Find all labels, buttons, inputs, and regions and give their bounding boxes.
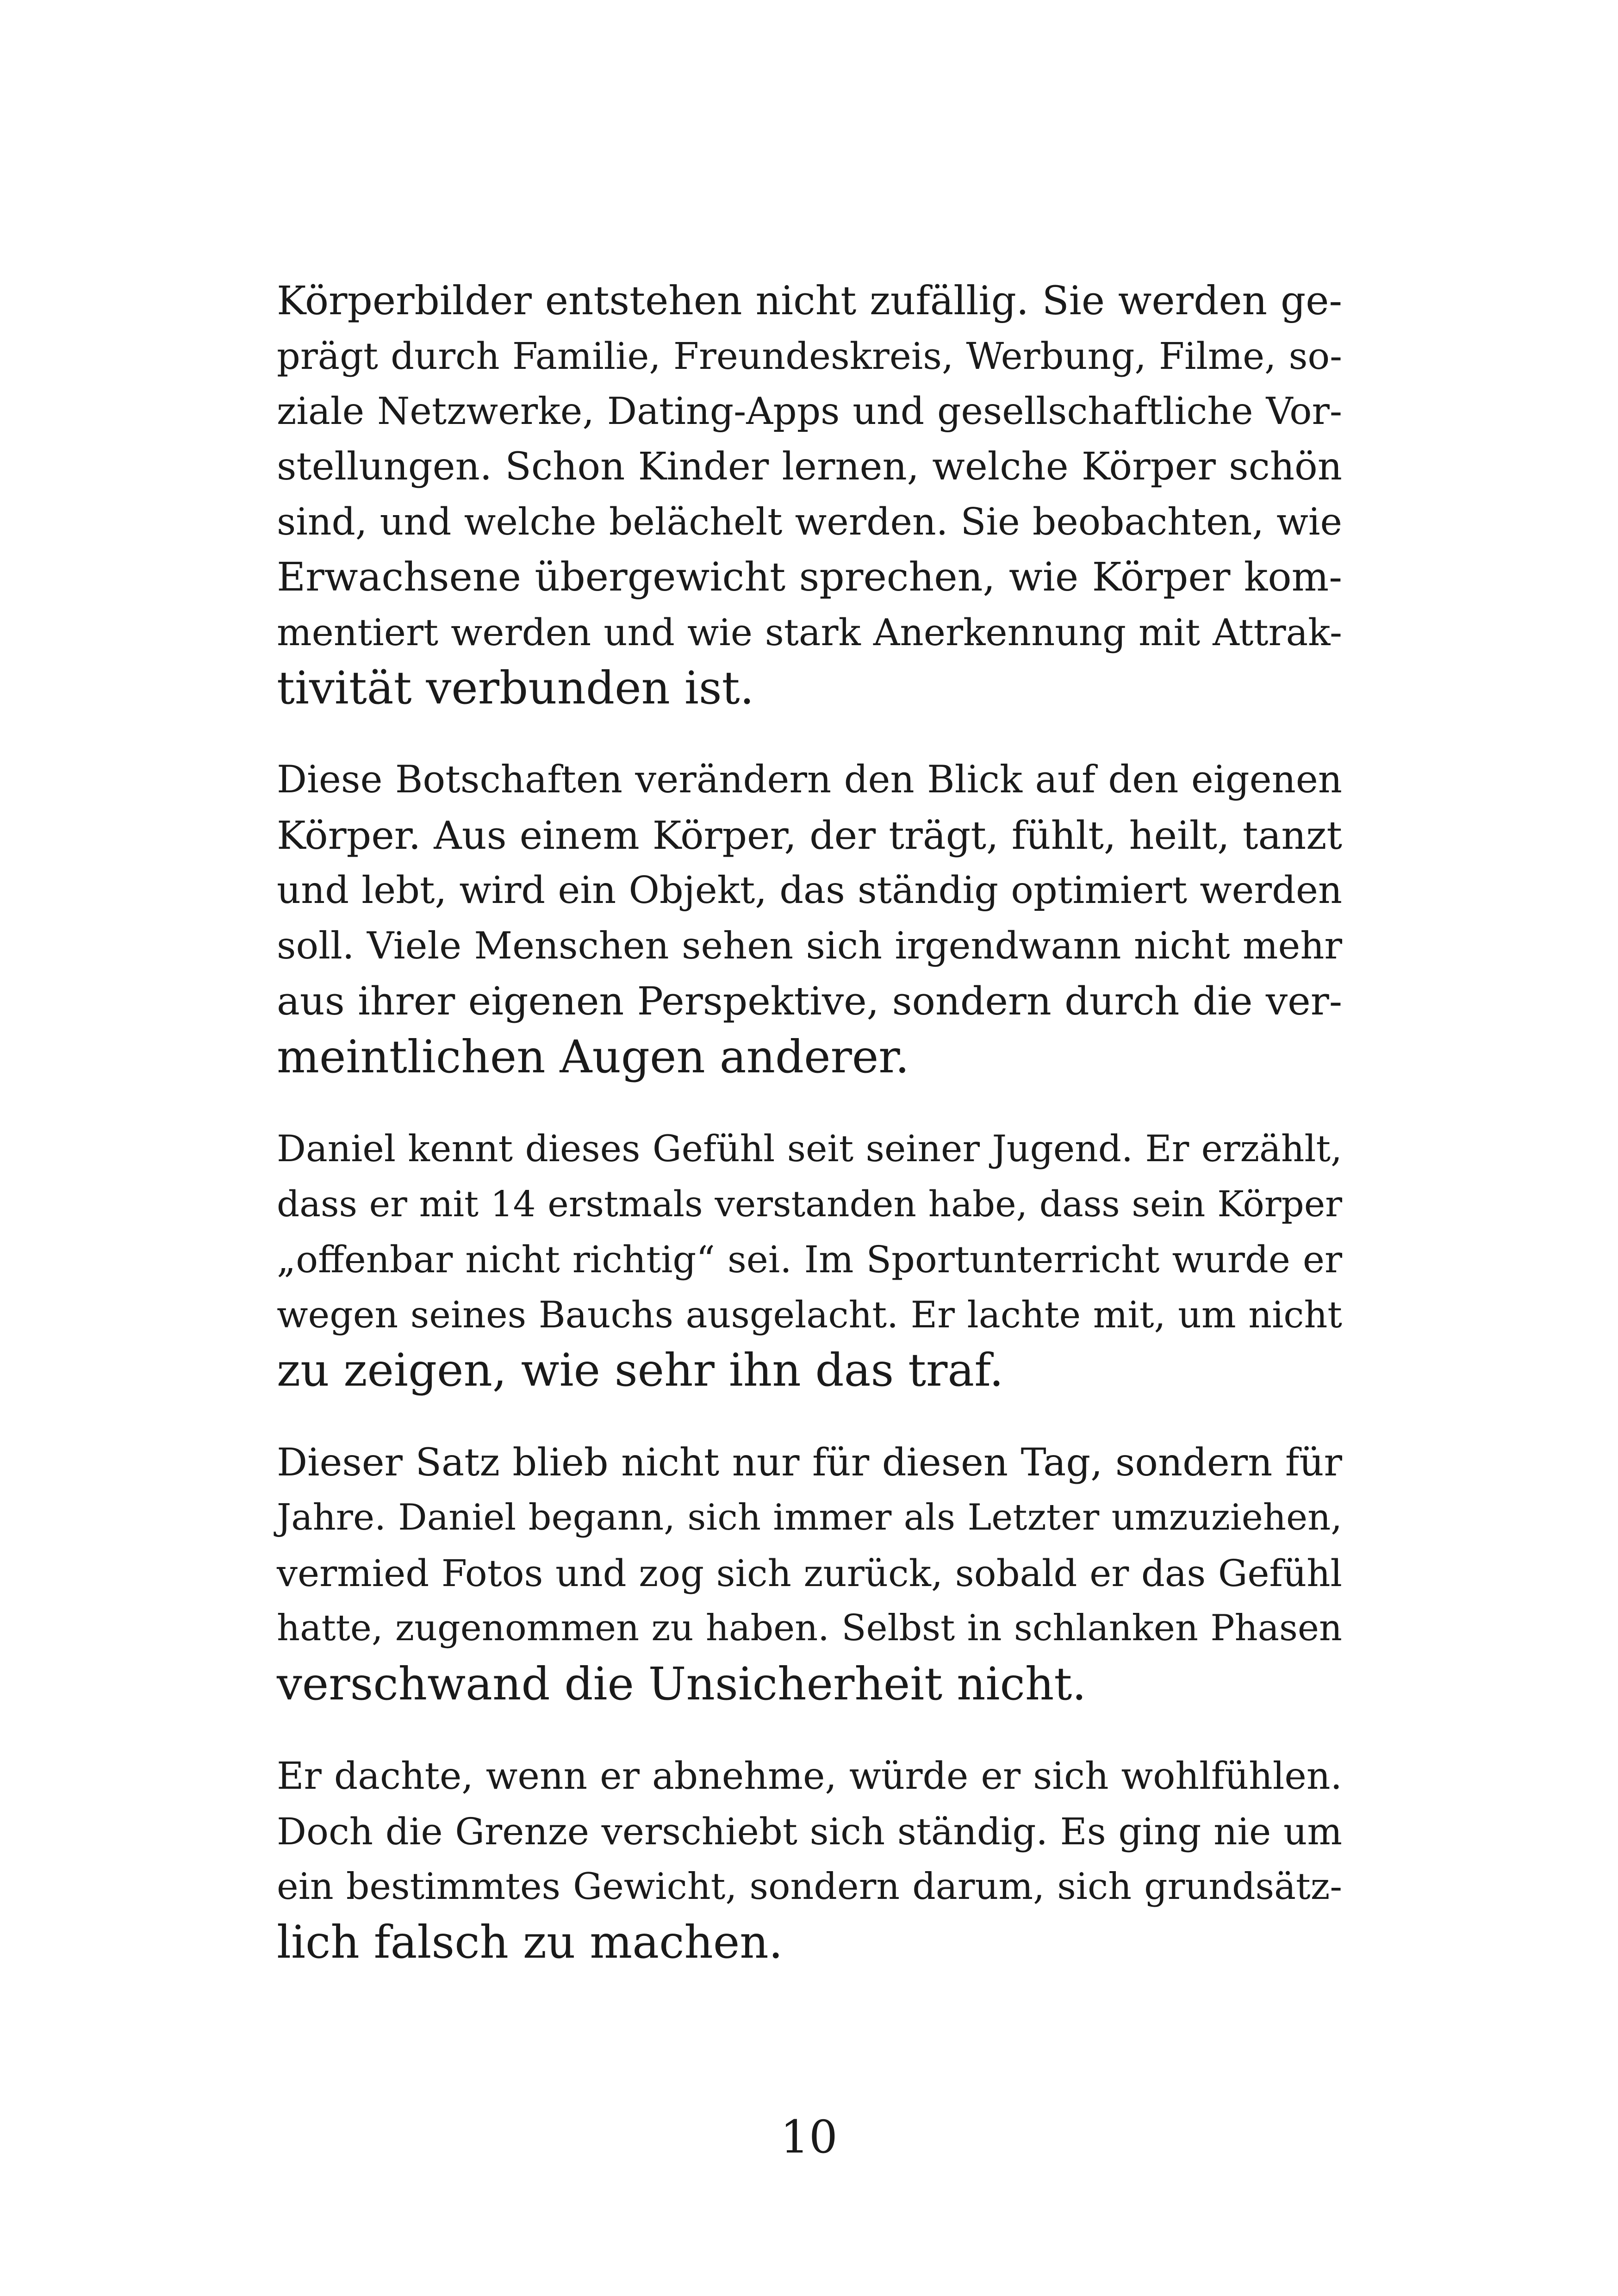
paragraph-2	[277, 753, 1342, 1084]
text-line: Jahre. Daniel begann, sich immer als Letzter umzuziehen,	[277, 1497, 1342, 1538]
paragraph-3	[277, 1121, 1342, 1398]
paragraph-5	[277, 1748, 1342, 1970]
page-number: 10	[780, 2111, 838, 2163]
text-line: stellungen. Schon Kinder lernen, welche Körper schön	[277, 444, 1342, 489]
text-line: tivität verbunden ist.	[277, 661, 754, 714]
text-line: Doch die Grenze verschiebt sich ständig. Es ging nie um	[277, 1810, 1342, 1853]
text-line: wegen seines Bauchs ausgelacht. Er lachte mit, um nicht	[277, 1293, 1342, 1336]
text-line: sind, und welche belächelt werden. Sie beobachten, wie	[277, 500, 1342, 543]
text-line: verschwand die Unsicherheit nicht.	[277, 1657, 1087, 1710]
text-line: Diese Botschaften verändern den Blick auf den eigenen	[277, 758, 1342, 802]
paragraph-1	[277, 273, 1342, 716]
text-line: Körper. Aus einem Körper, der trägt, fühlt, heilt, tanzt	[277, 812, 1342, 858]
text-line: Körperbilder entstehen nicht zufällig. Sie werden ge-	[277, 278, 1342, 324]
text-line: ziale Netzwerke, Dating-Apps und gesellschaftliche Vor-	[277, 389, 1342, 433]
text-line: und lebt, wird ein Objekt, das ständig optimiert werden	[277, 869, 1342, 912]
text-line: prägt durch Familie, Freundeskreis, Werbung, Filme, so-	[277, 334, 1342, 378]
text-line: mentiert werden und wie stark Anerkennung mit Attrak-	[277, 611, 1342, 654]
text-line: meintlichen Augen anderer.	[277, 1030, 909, 1083]
text-line: dass er mit 14 erstmals verstanden habe, dass sein Körper	[277, 1183, 1342, 1225]
text-line: „offenbar nicht richtig“ sei. Im Sportunterricht wurde er	[277, 1238, 1342, 1281]
text-line: ein bestimmtes Gewicht, sondern darum, sich grundsätz-	[277, 1865, 1342, 1908]
text-line: zu zeigen, wie sehr ihn das traf.	[277, 1344, 1004, 1396]
text-line: soll. Viele Menschen sehen sich irgendwann nicht mehr	[277, 924, 1342, 968]
paragraph-4	[277, 1435, 1342, 1712]
text-line: vermied Fotos und zog sich zurück, sobald er das Gefühl	[277, 1551, 1342, 1595]
body-text	[277, 273, 1342, 1970]
text-line: Er dachte, wenn er abnehme, würde er sich wohlfühlen.	[277, 1755, 1342, 1798]
text-line: hatte, zugenommen zu haben. Selbst in schlanken Phasen	[277, 1607, 1342, 1649]
text-line: Dieser Satz blieb nicht nur für diesen Tag, sondern für	[277, 1440, 1342, 1485]
text-line: lich falsch zu machen.	[277, 1916, 783, 1968]
text-line: Daniel kennt dieses Gefühl seit seiner Jugend. Er erzählt,	[277, 1127, 1342, 1170]
text-line: Erwachsene übergewicht sprechen, wie Körper kom-	[277, 554, 1342, 600]
text-line: aus ihrer eigenen Perspektive, sondern durch die ver-	[277, 978, 1342, 1024]
